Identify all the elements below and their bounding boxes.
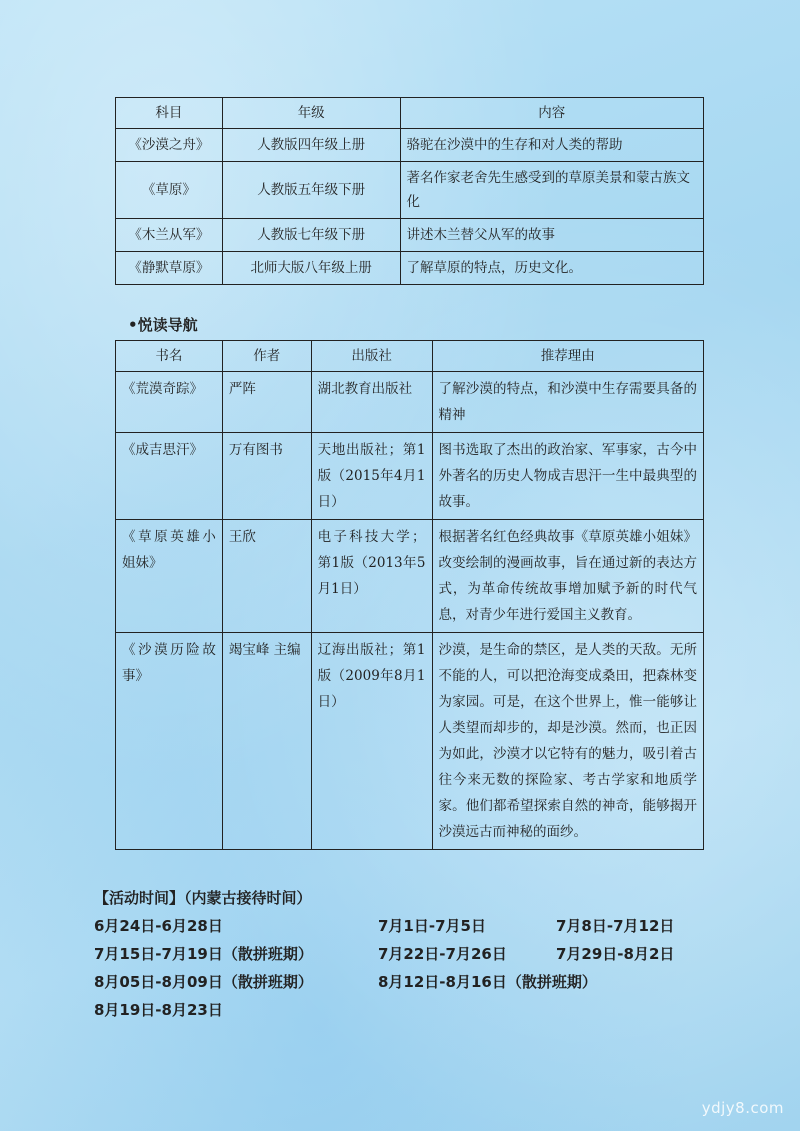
cell-book-title: 《成吉思汗》 [116, 433, 223, 520]
table-row [116, 433, 704, 520]
cell-publisher: 湖北教育出版社 [311, 372, 432, 433]
header-book-title: 书名 [116, 341, 223, 372]
section-title-reading-guide: •悦读导航 [128, 316, 198, 334]
table-row [116, 372, 704, 433]
schedule-date: 7月29日-8月2日 [556, 945, 675, 963]
cell-author: 王欣 [222, 520, 311, 633]
cell-publisher: 天地出版社；第1版（2015年4月1日） [311, 433, 432, 520]
book-recommendation-table [115, 340, 704, 850]
table-row [116, 633, 704, 850]
cell-grade: 北师大版八年级上册 [222, 252, 400, 285]
header-grade: 年级 [222, 98, 400, 129]
schedule-row [94, 912, 734, 940]
schedule-date: 8月05日-8月09日（散拼班期） [94, 973, 313, 991]
schedule-date: 7月22日-7月26日 [378, 945, 507, 963]
cell-subject: 《木兰从军》 [116, 219, 223, 252]
schedule-date: 6月24日-6月28日 [94, 917, 223, 935]
cell-reason: 了解沙漠的特点，和沙漠中生存需要具备的精神 [432, 372, 703, 433]
header-publisher: 出版社 [311, 341, 432, 372]
cell-book-title: 《荒漠奇踪》 [116, 372, 223, 433]
cell-content: 著名作家老舍先生感受到的草原美景和蒙古族文化 [400, 162, 703, 219]
header-author: 作者 [222, 341, 311, 372]
header-subject: 科目 [116, 98, 223, 129]
site-watermark: ydjy8.com [701, 1099, 784, 1117]
cell-author: 严阵 [222, 372, 311, 433]
cell-subject: 《静默草原》 [116, 252, 223, 285]
cell-subject: 《沙漠之舟》 [116, 129, 223, 162]
cell-grade: 人教版五年级下册 [222, 162, 400, 219]
schedule-date: 7月8日-7月12日 [556, 917, 675, 935]
schedule-date: 8月12日-8月16日（散拼班期） [378, 973, 597, 991]
cell-content: 了解草原的特点，历史文化。 [400, 252, 703, 285]
activity-title: 【活动时间】（内蒙古接待时间） [94, 889, 312, 907]
schedule-date: 8月19日-8月23日 [94, 1001, 223, 1019]
table-row [116, 520, 704, 633]
cell-reason: 沙漠，是生命的禁区，是人类的天敌。无所不能的人，可以把沧海变成桑田，把森林变为家园。可是，在这个世界上，惟一能够让人类望而却步的，却是沙漠。然而，也正因为如此，沙漠才以它特有的魅力，吸引着古往今来无数的探险家、考古学家和地质学家。他们都希望探索自然的神奇，能够揭开沙漠远古而神秘的面纱。 [432, 633, 703, 850]
schedule-row [94, 940, 734, 968]
cell-publisher: 电子科技大学；第1版（2013年5月1日） [311, 520, 432, 633]
cell-reason: 图书选取了杰出的政治家、军事家，古今中外著名的历史人物成吉思汗一生中最典型的故事。 [432, 433, 703, 520]
header-content: 内容 [400, 98, 703, 129]
cell-content: 骆驼在沙漠中的生存和对人类的帮助 [400, 129, 703, 162]
header-reason: 推荐理由 [432, 341, 703, 372]
cell-grade: 人教版七年级下册 [222, 219, 400, 252]
cell-book-title: 《沙漠历险故事》 [116, 633, 223, 850]
table-header-row [116, 98, 704, 129]
activity-schedule [94, 884, 734, 1024]
table-row [116, 129, 704, 162]
table-row [116, 252, 704, 285]
table-header-row [116, 341, 704, 372]
schedule-row [94, 968, 734, 996]
cell-publisher: 辽海出版社；第1版（2009年8月1日） [311, 633, 432, 850]
cell-content: 讲述木兰替父从军的故事 [400, 219, 703, 252]
schedule-date: 7月1日-7月5日 [378, 917, 486, 935]
cell-author: 竭宝峰 主编 [222, 633, 311, 850]
schedule-date: 7月15日-7月19日（散拼班期） [94, 945, 313, 963]
cell-subject: 《草原》 [116, 162, 223, 219]
cell-grade: 人教版四年级上册 [222, 129, 400, 162]
schedule-row [94, 996, 734, 1024]
table-row [116, 162, 704, 219]
table-row [116, 219, 704, 252]
textbook-table [115, 97, 704, 285]
cell-book-title: 《草原英雄小姐妹》 [116, 520, 223, 633]
cell-author: 万有图书 [222, 433, 311, 520]
cell-reason: 根据著名红色经典故事《草原英雄小姐妹》改变绘制的漫画故事，旨在通过新的表达方式，为革命传统故事增加赋予新的时代气息，对青少年进行爱国主义教育。 [432, 520, 703, 633]
